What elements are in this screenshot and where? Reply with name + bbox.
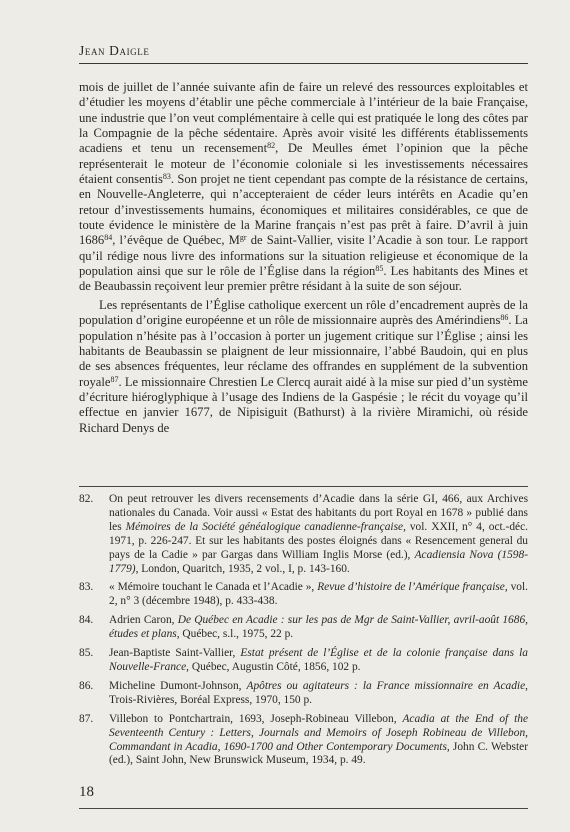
footnote-text (109, 713, 528, 769)
footnote-title: Acadia at the End of the Seventeenth Century : Letters, Journals and Memoirs of Joseph Robineau de Villebon, Commandant in Acadia, 1690-1700 and Other Contemporary Documents (109, 712, 528, 753)
footnote-ref-87[interactable]: 87 (110, 374, 119, 384)
page-number: 18 (79, 784, 94, 800)
footnote-number: 85. (79, 647, 94, 660)
footnote-title: Acadiensia Nova (1598-1779) (109, 548, 528, 575)
footnote-segment: , John C. Webster (ed.), Saint John, New Brunswick Museum, 1934, p. 49. (109, 740, 528, 767)
footnote-number: 87. (79, 712, 94, 725)
footnote-text (109, 614, 528, 642)
footnote-segment: , Québec, s.l., 1975, 22 p. (176, 628, 294, 641)
paragraph-2: Les représentants de l’Église catholique exercent un rôle d’encadrement auprès de la population d’origine européenne et un rôle de missionnaire auprès des Amérindiens$^{86}$. La population n’hésite pas à l’occasion à porter un jugement critique sur l’Église ; ainsi les habitants de Beaubassin se plaignent de leur missionnaire, l’abbé Baudoin, qui en plus de ses absences fréquentes, leur réclame des offrandes en supplément de la subvention royale$^{87}$. Le missionnaire Chrestien Le Clercq aurait aidé à la mise sur pied d’un système d’écriture hiéroglyphique à l’usage des Indiens de la Gaspésie ; le récit du voyage qu’il effectue en janvier 1677, de Nipisiguit (Bathurst) à la rivière Miramichi, où réside Richard Denys de (79, 297, 528, 435)
footnote-segment: , London, Quaritch, 1935, 2 vol., I, p. 143-160. (135, 562, 350, 575)
footnote-number: 86. (79, 679, 94, 692)
superscript-gr: gr (239, 233, 247, 243)
footnote-ref-85[interactable]: 85 (375, 264, 384, 274)
footnote-item (79, 680, 528, 708)
footnote-segment: , Trois-Rivières, Boréal Express, 1970, 150 p. (109, 679, 528, 706)
footnote-item (79, 493, 528, 576)
footnote-title: Revue d’histoire de l’Amérique française (317, 581, 505, 594)
footnote-item (79, 713, 528, 769)
footnote-segment: Micheline Dumont-Johnson, (109, 679, 247, 692)
footnotes (79, 493, 528, 773)
paragraph-1: mois de juillet de l’année suivante afin de faire un relevé des ressources exploitables et d’étudier les moyens d’établir une pêche commerciale à l’intérieur de la baie Française, une industrie que l’on veut complémentaire à celle qui est pratiquée le long des côtes par la Compagnie de la pêche sédentaire. Après avoir visité les différents établissements acadiens et tenu un recensement$^{82}$, De Meulles émet l’opinion que la pêche représenterait le moteur de l’économie coloniale si les investissements nécessaires étaient consentis$^{83}$. Son projet ne tient cependant pas compte de la résistance de certains, en Nouvelle-Angleterre, qui n’accepteraient de céder leurs intérêts en Acadie qu’en retour d’investissements humains, économiques et militaires considérables, ce que de toute évidence le ministère de la Marine français n’est pas prêt à faire. D’avril à juin 1686$^{84}$, l’évêque de Québec, $M^{gr}$ de Saint-Vallier, visite l’Acadie à son tour. Le rapport qu’il rédige nous livre des informations sur la situation religieuse et économique de la population ainsi que sur le rôle de l’Église dans la région$^{85}$. Les habitants des Mines et de Beaubassin reçoivent leur premier prêtre résidant à la suite de son séjour. (79, 80, 528, 294)
footnote-ref-86[interactable]: 86 (500, 313, 509, 323)
running-title: Jean Daigle (79, 43, 150, 58)
footnote-segment: Adrien Caron, (109, 614, 178, 627)
footnote-title: Estat présent de l’Église et de la colonie française dans la Nouvelle-France (109, 647, 529, 673)
footnote-number: 84. (79, 614, 94, 627)
footnote-segment: « Mémoire touchant le Canada et l’Acadie », (109, 581, 318, 594)
footnote-segment: Villebon to Pontchartrain, 1693, Joseph-Robineau Villebon, (109, 712, 403, 725)
footnote-number: 82. (79, 493, 94, 505)
footnote-ref-82[interactable]: 82 (267, 141, 276, 151)
footnote-segment: , Québec, Augustin Côté, 1856, 102 p. (186, 660, 361, 673)
main-text (79, 80, 528, 436)
footnote-ref-84[interactable]: 84 (104, 233, 113, 243)
footnote-title: Apôtres ou agitateurs : la France missionnaire en Acadie (246, 679, 526, 692)
footnote-text (109, 647, 528, 675)
footnote-number: 83. (79, 581, 94, 594)
footnote-text (109, 581, 528, 609)
footnote-item (79, 647, 528, 675)
footnote-segment: On peut retrouver les divers recensements d’Acadie dans la série GI, 466, aux Archives nationales du Canada. Voir aussi « Estat des habitants du port Royal en 1678 » publié dans les (109, 493, 528, 533)
footnote-segment: , vol. XXII, n° 4, oct.-déc. 1971, p. 226-247. Et sur les habitants des postes éloignés dans « Resencement general du pays de la Cadie » par Gargas dans William Inglis Morse (ed.), (109, 520, 528, 561)
footnote-title: Mémoires de la Société généalogique canadienne-française (125, 520, 404, 533)
footnote-segment: Jean-Baptiste Saint-Vallier, (109, 647, 241, 660)
footnote-item (79, 581, 528, 609)
footnote-text (109, 680, 528, 708)
running-header (79, 42, 528, 64)
footnote-text (109, 493, 528, 576)
footnote-item (79, 614, 528, 642)
footnote-separator (79, 486, 528, 487)
footnote-segment: , vol. 2, n° 3 (décembre 1948), p. 433-438. (109, 581, 528, 608)
footnote-ref-83[interactable]: 83 (162, 172, 171, 182)
bottom-rule (79, 808, 528, 809)
footnote-title: De Québec en Acadie : sur les pas de Mgr de Saint-Vallier, avril-août 1686, études et plans (109, 614, 528, 641)
